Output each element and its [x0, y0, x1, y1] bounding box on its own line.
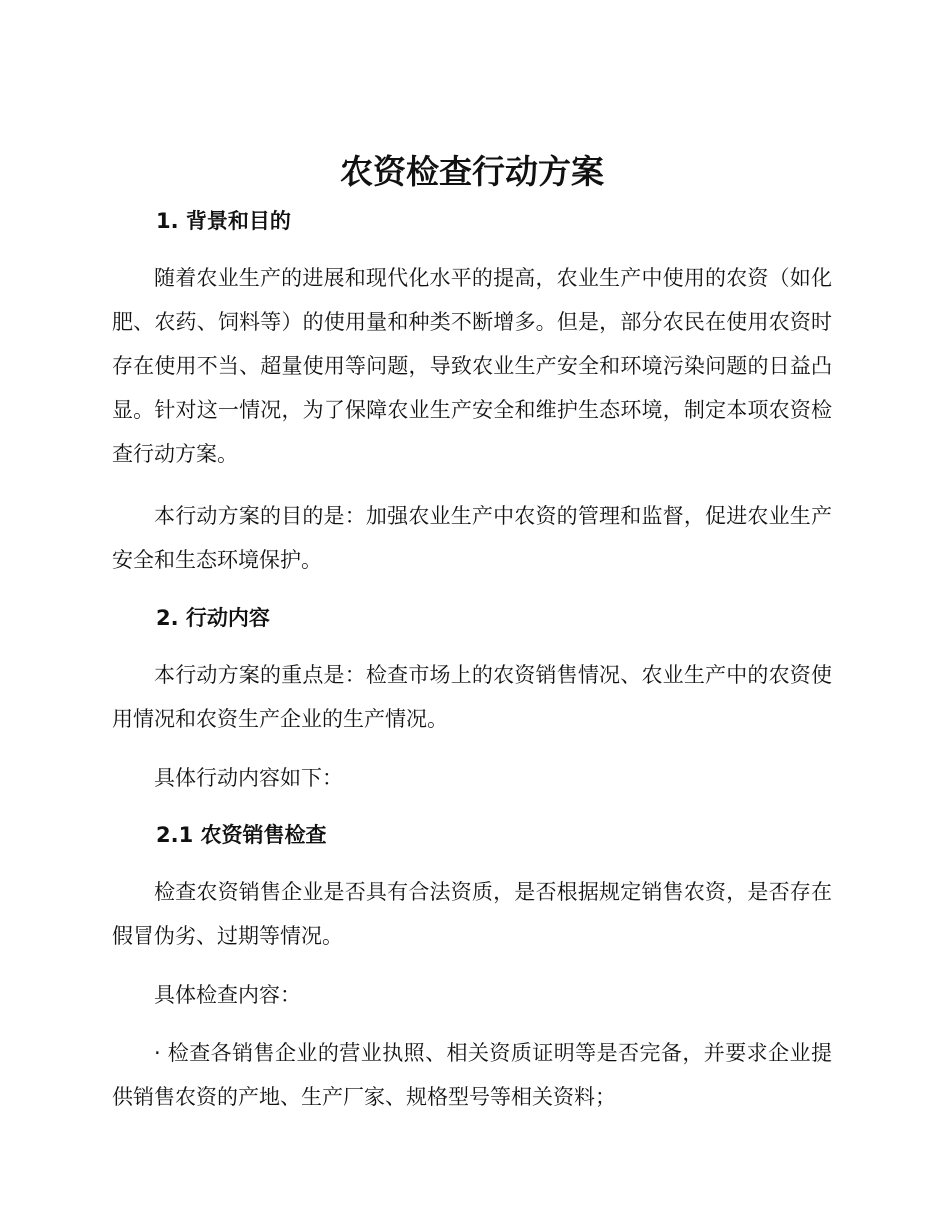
paragraph-background: 随着农业生产的进展和现代化水平的提高，农业生产中使用的农资（如化肥、农药、饲料等）的使用量和种类不断增多。但是，部分农民在使用农资时存在使用不当、超量使用等问题，导致农业生产安全和环境污染问题的日益凸显。针对这一情况，为了保障农业生产安全和维护生态环境，制定本项农资检查行动方案。 [112, 266, 832, 466]
section-heading-actions: 2. 行动内容 [156, 606, 270, 630]
paragraph-sales-check: 检查农资销售企业是否具有合法资质，是否根据规定销售农资，是否存在假冒伪劣、过期等情况。 [112, 880, 832, 948]
paragraph-purpose: 本行动方案的目的是：加强农业生产中农资的管理和监督，促进农业生产安全和生态环境保护。 [112, 504, 832, 572]
document-title: 农资检查行动方案 [340, 152, 604, 191]
paragraph-actions-intro: 具体行动内容如下： [154, 766, 343, 790]
paragraph-check-items-intro: 具体检查内容： [154, 983, 301, 1007]
list-item-license-check: · 检查各销售企业的营业执照、相关资质证明等是否完备，并要求企业提供销售农资的产地、生产厂家、规格型号等相关资料； [112, 1041, 832, 1109]
section-heading-background: 1. 背景和目的 [156, 209, 291, 233]
paragraph-focus: 本行动方案的重点是：检查市场上的农资销售情况、农业生产中的农资使用情况和农资生产企业的生产情况。 [112, 663, 832, 731]
subsection-heading-sales-check: 2.1 农资销售检查 [156, 823, 327, 847]
